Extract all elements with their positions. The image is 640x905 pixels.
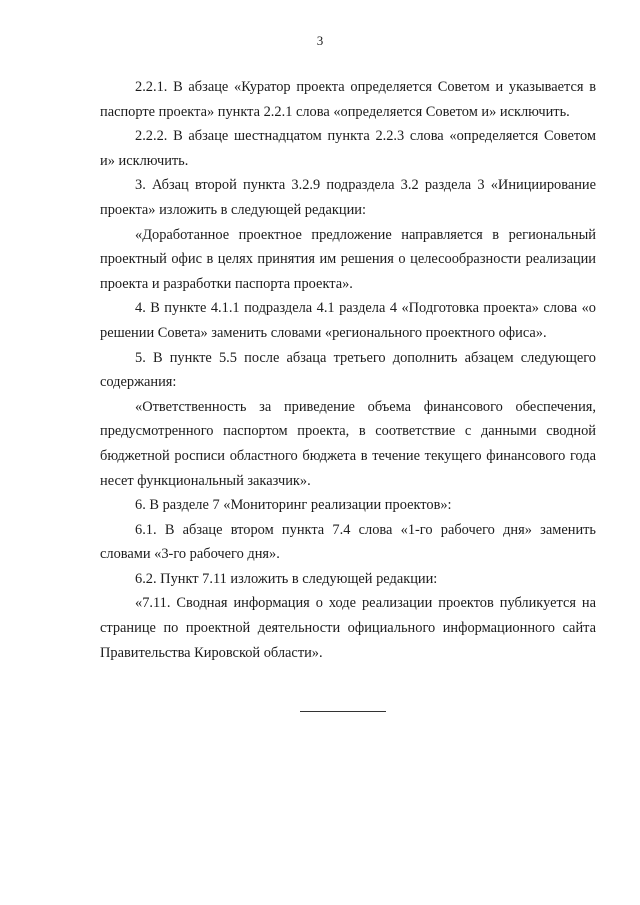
paragraph-4: 4. В пункте 4.1.1 подраздела 4.1 раздела 4 «Подготовка проекта» слова «о решении Совета» заменить словами «регионального проектного офиса». <box>100 300 596 341</box>
paragraph-3-quote: «Доработанное проектное предложение направляется в региональный проектный офис в целях принятия им решения о целесообразности реализации проекта и разработки паспорта проекта». <box>100 226 596 292</box>
end-separator-line <box>300 711 386 712</box>
paragraph-2-2-1: 2.2.1. В абзаце «Куратор проекта определяется Советом и указывается в паспорте проекта» пункта 2.2.1 слова «определяется Советом и» исключить. <box>100 79 596 120</box>
paragraph-6: 6. В разделе 7 «Мониторинг реализации проектов»: <box>135 497 452 514</box>
paragraph-3: 3. Абзац второй пункта 3.2.9 подраздела 3.2 раздела 3 «Инициирование проекта» изложить в следующей редакции: <box>100 177 596 218</box>
paragraph-2-2-2: 2.2.2. В абзаце шестнадцатом пункта 2.2.3 слова «определяется Советом и» исключить. <box>100 128 596 169</box>
page-number: 3 <box>316 33 324 48</box>
document-body <box>100 75 596 665</box>
paragraph-5: 5. В пункте 5.5 после абзаца третьего дополнить абзацем следующего содержания: <box>100 349 596 391</box>
paragraph-6-2: 6.2. Пункт 7.11 изложить в следующей редакции: <box>135 570 438 587</box>
paragraph-5-quote: «Ответственность за приведение объема финансового обеспечения, предусмотренного паспортом проекта, в соответствие с данными сводной бюджетной росписи областного бюджета в течение текущего финансового года несет функциональный заказчик». <box>100 398 596 489</box>
paragraph-7-11-quote: «7.11. Сводная информация о ходе реализации проектов публикуется на странице по проектной деятельности официального информационного сайта Правительства Кировской области». <box>100 595 596 661</box>
paragraph-6-1: 6.1. В абзаце втором пункта 7.4 слова «1-го рабочего дня» заменить словами «3-го рабочего дня». <box>100 521 596 563</box>
